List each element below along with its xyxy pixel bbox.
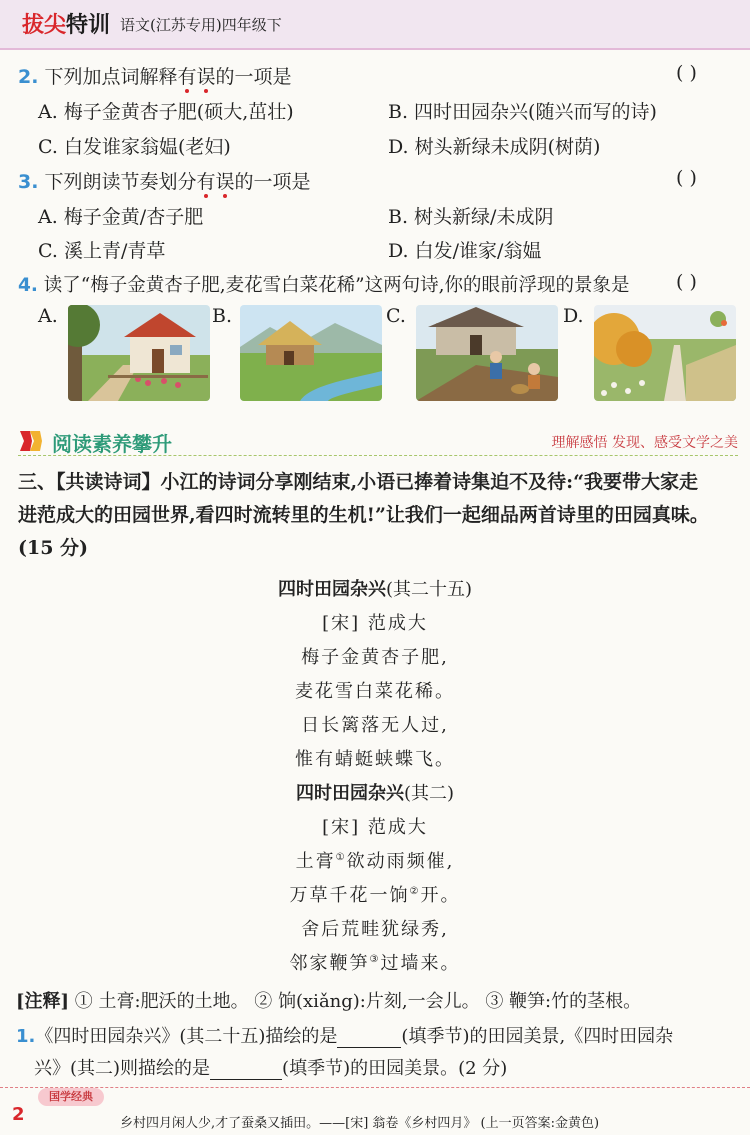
question-number: 4. <box>18 275 38 296</box>
poem-author: [宋] 范成大 <box>322 613 428 634</box>
notes-label: [注释] <box>16 991 70 1012</box>
section-ribbon-icon <box>18 429 44 453</box>
book-subtitle: 语文(江苏专用)四年级下 <box>120 16 282 34</box>
children-farming-image[interactable] <box>416 305 558 401</box>
question-4: 4. 读了“梅子金黄杏子肥,麦花雪白菜花稀”这两句诗,你的眼前浮现的景象是 <box>18 275 630 296</box>
option-b: B. 四时田园杂兴(随兴而写的诗) <box>388 101 657 123</box>
poem-1 <box>0 575 750 779</box>
question-1: 1.《四时田园杂兴》(其二十五)描绘的是 (填季节)的田园美景,《四时田园杂 <box>16 1026 674 1047</box>
part3-intro: 三、【共读诗词】小江的诗词分享刚结束,小语已捧着诗集迫不及待:“我要带大家走 进范成大的田园世界,看四时流转里的生机!”让我们一起细品两首诗里的田园真味。 (15 分) <box>18 471 709 559</box>
poem-line: 麦花雪白菜花稀。 <box>295 681 455 702</box>
section-title: 阅读素养攀升 <box>52 432 172 456</box>
option-c: C. 溪上青/青草 <box>38 240 166 262</box>
poem-title: 四时田园杂兴(其二) <box>295 783 455 804</box>
poem-line: 惟有蜻蜓蛱蝶飞。 <box>295 749 455 770</box>
poem-line: 土膏①欲动雨频催, <box>295 851 455 872</box>
option-b: B. 树头新绿/未成阴 <box>388 206 554 228</box>
footnote-marker: ③ <box>369 954 381 965</box>
footer-badge: 国学经典 <box>38 1088 104 1106</box>
image-option-label-d: D. <box>563 305 584 327</box>
option-c: C. 白发谁家翁媪(老妇) <box>38 136 231 158</box>
poem-line: 梅子金黄杏子肥, <box>301 647 449 668</box>
poem-line: 舍后荒畦犹绿秀, <box>301 919 449 940</box>
answer-blank[interactable] <box>337 1030 401 1048</box>
golden-field-image[interactable] <box>594 305 736 401</box>
option-a: A. 梅子金黄杏子肥(硕大,茁壮) <box>38 101 294 123</box>
section-header <box>18 426 738 456</box>
answer-bracket: ( ) <box>676 167 697 189</box>
question-number: 1. <box>16 1026 36 1047</box>
image-option-label-a: A. <box>38 305 58 327</box>
footer-divider <box>0 1087 750 1088</box>
answer-bracket: ( ) <box>676 271 697 293</box>
poem-title: 四时田园杂兴(其二十五) <box>277 579 473 600</box>
footnote-marker: ① <box>335 852 347 863</box>
poem-line: 万草千花一饷②开。 <box>289 885 461 906</box>
footer-quote: 乡村四月闲人少,才了蚕桑又插田。——[宋] 翁卷《乡村四月》 (上一页答案:金黄色) <box>120 1116 600 1131</box>
image-option-label-b: B. <box>212 305 233 327</box>
cottage-path-image[interactable] <box>68 305 210 401</box>
poem-line: 邻家鞭笋③过墙来。 <box>289 953 461 974</box>
page-number: 2 <box>12 1104 25 1125</box>
annotations <box>16 987 641 1013</box>
image-option-label-c: C. <box>386 305 406 327</box>
poem-author: [宋] 范成大 <box>322 817 428 838</box>
thatched-hut-stream-image[interactable] <box>240 305 382 401</box>
notes-items: ① 土膏:肥沃的土地。 ② 饷(xiǎng):片刻,一会儿。 ③ 鞭笋:竹的茎根。 <box>74 991 642 1012</box>
footnote-marker: ② <box>409 886 421 897</box>
option-a: A. 梅子金黄/杏子肥 <box>38 206 204 228</box>
option-d: D. 树头新绿未成阴(树荫) <box>388 136 601 158</box>
option-d: D. 白发/谁家/翁媪 <box>388 240 542 262</box>
brand-logo: 拔尖特训 <box>22 13 111 38</box>
question-3: 3. 下列朗读节奏划分有误的一项是 <box>18 171 311 193</box>
poem-2 <box>0 779 750 983</box>
question-2: 2. 下列加点词解释有误的一项是 <box>18 66 292 88</box>
answer-bracket: ( ) <box>676 62 697 84</box>
poem-line: 日长篱落无人过, <box>301 715 449 736</box>
section-tagline: 理解感悟 发现、感受文学之美 <box>551 435 738 451</box>
page-header <box>0 0 750 50</box>
question-1-cont: 兴》(其二)则描绘的是 (填季节)的田园美景。(2 分) <box>34 1058 508 1079</box>
question-number: 2. <box>18 66 39 88</box>
question-number: 3. <box>18 171 39 193</box>
answer-blank[interactable] <box>210 1062 282 1080</box>
